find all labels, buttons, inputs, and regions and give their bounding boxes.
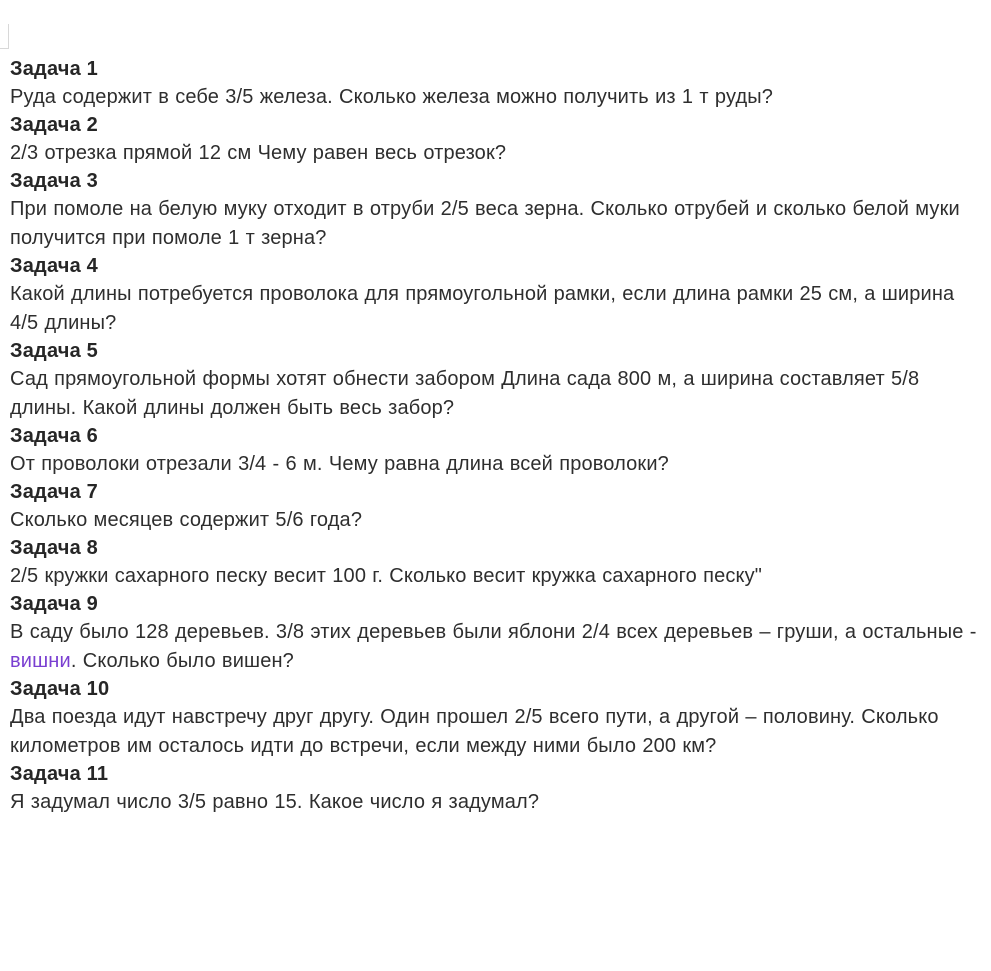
- task-5: [10, 338, 980, 423]
- task-title: Задача 3: [10, 170, 98, 192]
- task-title: Задача 11: [10, 763, 109, 785]
- tasks-document: [10, 56, 980, 817]
- task-6: [10, 423, 980, 479]
- task-title: Задача 7: [10, 481, 98, 503]
- task-text: 2/5 кружки сахарного песку весит 100 г. Сколько весит кружка сахарного песку": [10, 565, 763, 587]
- task-7: [10, 479, 980, 535]
- task-text-after-link: . Сколько было вишен?: [70, 650, 294, 672]
- cherries-link[interactable]: вишни: [10, 650, 71, 672]
- page-corner-mark: [0, 24, 9, 49]
- task-10: [10, 676, 980, 761]
- task-text: От проволоки отрезали 3/4 - 6 м. Чему равна длина всей проволоки?: [10, 453, 669, 475]
- task-3: [10, 168, 980, 253]
- task-text: 2/3 отрезка прямой 12 см Чему равен весь отрезок?: [10, 142, 507, 164]
- task-text: Руда содержит в себе 3/5 железа. Сколько железа можно получить из 1 т руды?: [10, 86, 774, 108]
- task-text-before-link: В саду было 128 деревьев. 3/8 этих деревьев были яблони 2/4 всех деревьев – груши, а остальные -: [10, 621, 977, 643]
- task-text: Я задумал число 3/5 равно 15. Какое число я задумал?: [10, 791, 540, 813]
- task-title: Задача 9: [10, 593, 98, 615]
- task-text: При помоле на белую муку отходит в отруби 2/5 веса зерна. Сколько отрубей и сколько белой муки получится при помоле 1 т зерна?: [10, 198, 960, 249]
- task-title: Задача 1: [10, 58, 98, 80]
- task-2: [10, 112, 980, 168]
- task-1: [10, 56, 980, 112]
- task-title: Задача 8: [10, 537, 98, 559]
- task-text: Сад прямоугольной формы хотят обнести забором Длина сада 800 м, а ширина составляет 5/8 длины. Какой длины должен быть весь забор?: [10, 368, 920, 419]
- task-text: Какой длины потребуется проволока для прямоугольной рамки, если длина рамки 25 см, а ширина 4/5 длины?: [10, 283, 955, 334]
- task-11: [10, 761, 980, 817]
- task-8: [10, 535, 980, 591]
- task-title: Задача 6: [10, 425, 98, 447]
- task-title: Задача 2: [10, 114, 98, 136]
- task-9: [10, 591, 980, 676]
- task-text: [10, 618, 980, 676]
- task-title: Задача 10: [10, 678, 110, 700]
- task-text: Сколько месяцев содержит 5/6 года?: [10, 509, 363, 531]
- task-title: Задача 4: [10, 255, 98, 277]
- task-4: [10, 253, 980, 338]
- task-text: Два поезда идут навстречу друг другу. Один прошел 2/5 всего пути, а другой – половину. Сколько километров им осталось идти до встречи, если между ними было 200 км?: [10, 706, 939, 757]
- task-title: Задача 5: [10, 340, 98, 362]
